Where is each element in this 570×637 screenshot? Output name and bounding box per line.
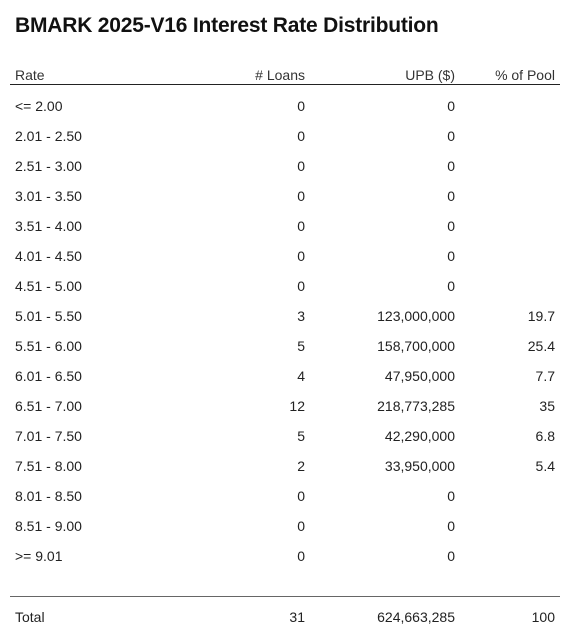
table-row [0,421,570,451]
upb-cell: 0 [447,158,455,174]
loans-cell: 0 [297,188,305,204]
rate-cell: 4.51 - 5.00 [15,278,82,294]
rate-cell: 2.51 - 3.00 [15,158,82,174]
total-loans: 31 [289,609,305,625]
loans-cell: 0 [297,128,305,144]
upb-cell: 42,290,000 [384,428,455,444]
table-row [0,511,570,541]
pool-cell: 5.4 [535,458,555,474]
pool-cell: 35 [539,398,555,414]
upb-cell: 0 [447,188,455,204]
total-label: Total [15,609,45,625]
upb-cell: 158,700,000 [377,338,455,354]
rate-cell: 6.51 - 7.00 [15,398,82,414]
rate-cell: 6.01 - 6.50 [15,368,82,384]
rate-cell: 4.01 - 4.50 [15,248,82,264]
loans-cell: 0 [297,278,305,294]
total-row [0,602,570,632]
header-pool: % of Pool [495,67,555,83]
total-divider [10,596,560,597]
upb-cell: 218,773,285 [377,398,455,414]
table-header [0,60,570,90]
rate-cell: 3.51 - 4.00 [15,218,82,234]
rate-cell: 5.51 - 6.00 [15,338,82,354]
rate-cell: 2.01 - 2.50 [15,128,82,144]
table-row [0,541,570,571]
pool-cell: 6.8 [535,428,555,444]
rate-cell: 7.01 - 7.50 [15,428,82,444]
rate-cell: 5.01 - 5.50 [15,308,82,324]
loans-cell: 4 [297,368,305,384]
upb-cell: 0 [447,218,455,234]
table-row [0,121,570,151]
upb-cell: 0 [447,98,455,114]
pool-cell: 19.7 [527,308,555,324]
upb-cell: 0 [447,518,455,534]
pool-cell: 7.7 [535,368,555,384]
loans-cell: 0 [297,488,305,504]
table-row [0,331,570,361]
rate-cell: >= 9.01 [15,548,63,564]
table-row [0,391,570,421]
table-row [0,241,570,271]
rate-cell: 8.01 - 8.50 [15,488,82,504]
upb-cell: 33,950,000 [384,458,455,474]
upb-cell: 0 [447,128,455,144]
upb-cell: 0 [447,248,455,264]
header-loans: # Loans [255,67,305,83]
table-row [0,301,570,331]
loans-cell: 12 [289,398,305,414]
loans-cell: 5 [297,428,305,444]
table-row [0,181,570,211]
upb-cell: 0 [447,278,455,294]
table-row [0,451,570,481]
table-row [0,271,570,301]
header-divider [10,84,560,85]
loans-cell: 0 [297,218,305,234]
rate-cell: 8.51 - 9.00 [15,518,82,534]
loans-cell: 3 [297,308,305,324]
upb-cell: 123,000,000 [377,308,455,324]
loans-cell: 0 [297,548,305,564]
rate-cell: <= 2.00 [15,98,63,114]
table-row [0,151,570,181]
loans-cell: 5 [297,338,305,354]
pool-cell: 25.4 [527,338,555,354]
loans-cell: 0 [297,248,305,264]
upb-cell: 0 [447,548,455,564]
upb-cell: 0 [447,488,455,504]
table-body [0,91,570,571]
table-row [0,91,570,121]
table-row [0,361,570,391]
table-row [0,211,570,241]
loans-cell: 0 [297,158,305,174]
total-pool: 100 [531,609,555,625]
loans-cell: 0 [297,98,305,114]
upb-cell: 47,950,000 [384,368,455,384]
rate-cell: 7.51 - 8.00 [15,458,82,474]
total-upb: 624,663,285 [377,609,455,625]
rate-cell: 3.01 - 3.50 [15,188,82,204]
header-upb: UPB ($) [405,67,455,83]
page-title: BMARK 2025-V16 Interest Rate Distribution [15,14,439,37]
header-rate: Rate [15,67,45,83]
table-row [0,481,570,511]
loans-cell: 0 [297,518,305,534]
loans-cell: 2 [297,458,305,474]
